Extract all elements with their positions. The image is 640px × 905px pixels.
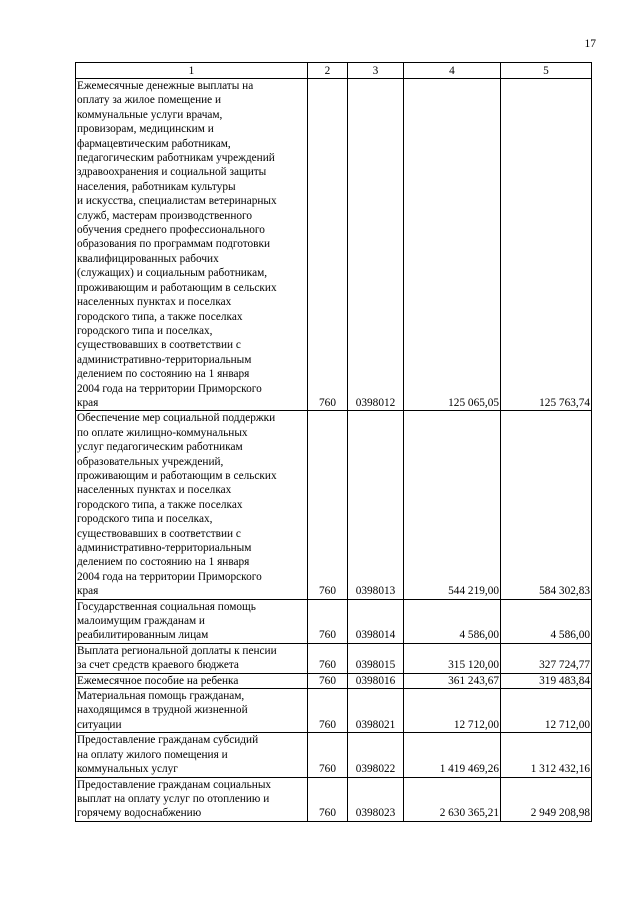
table-row [76, 733, 592, 777]
table-header [76, 63, 592, 79]
row-amount-col5: 319 483,84 [501, 673, 592, 688]
table-body [76, 79, 592, 822]
row-target-code: 0398013 [348, 411, 404, 599]
header-col-4: 4 [404, 63, 501, 79]
row-amount-col5: 12 712,00 [501, 689, 592, 733]
row-department-code: 760 [308, 599, 348, 643]
row-name: Государственная социальная помощь малоимущим гражданам и реабилитированным лицам [76, 599, 308, 643]
row-target-code: 0398014 [348, 599, 404, 643]
row-name: Материальная помощь гражданам, находящимся в трудной жизненной ситуации [76, 689, 308, 733]
header-col-3: 3 [348, 63, 404, 79]
row-amount-col5: 1 312 432,16 [501, 733, 592, 777]
table-row [76, 79, 592, 411]
row-target-code: 0398022 [348, 733, 404, 777]
row-amount-col4: 12 712,00 [404, 689, 501, 733]
row-department-code: 760 [308, 79, 348, 411]
row-amount-col5: 4 586,00 [501, 599, 592, 643]
row-department-code: 760 [308, 411, 348, 599]
row-department-code: 760 [308, 689, 348, 733]
row-amount-col4: 1 419 469,26 [404, 733, 501, 777]
row-amount-col4: 361 243,67 [404, 673, 501, 688]
row-target-code: 0398021 [348, 689, 404, 733]
budget-table [75, 62, 592, 822]
row-name: Предоставление гражданам субсидий на оплату жилого помещения и коммунальных услуг [76, 733, 308, 777]
row-amount-col5: 2 949 208,98 [501, 777, 592, 821]
row-amount-col5: 125 763,74 [501, 79, 592, 411]
row-amount-col5: 584 302,83 [501, 411, 592, 599]
row-target-code: 0398015 [348, 643, 404, 673]
row-department-code: 760 [308, 673, 348, 688]
page-number: 17 [584, 38, 596, 50]
row-target-code: 0398016 [348, 673, 404, 688]
row-amount-col4: 4 586,00 [404, 599, 501, 643]
table-row [76, 689, 592, 733]
row-name: Ежемесячные денежные выплаты на оплату за жилое помещение и коммунальные услуги врачам, провизорам, медицинским и фармацевтическим работникам, педагогическим работникам учреждений здравоохранения и социальной защиты населения, работникам культуры и искусства, специалистам ветеринарных служб, мастерам производственного обучения среднего профессионального образования по программам подготовки квалифицированных рабочих (служащих) и социальным работникам, проживающим и работающим в сельских населенных пунктах и поселках городского типа, а также поселках городского типа и поселках, существовавших в соответствии с административно-территориальным делением по состоянию на 1 января 2004 года на территории Приморского края [76, 79, 308, 411]
header-col-5: 5 [501, 63, 592, 79]
row-amount-col5: 327 724,77 [501, 643, 592, 673]
row-amount-col4: 125 065,05 [404, 79, 501, 411]
table-row [76, 673, 592, 688]
row-name: Выплата региональной доплаты к пенсии за счет средств краевого бюджета [76, 643, 308, 673]
row-target-code: 0398023 [348, 777, 404, 821]
row-name: Обеспечение мер социальной поддержки по оплате жилищно-коммунальных услуг педагогическим работникам образовательных учреждений, проживающим и работающим в сельских населенных пунктах и поселках городского типа, а также поселках городского типа и поселках, существовавших в соответствии с административно-территориальным делением по состоянию на 1 января 2004 года на территории Приморского края [76, 411, 308, 599]
table-row [76, 411, 592, 599]
table-row [76, 599, 592, 643]
row-department-code: 760 [308, 777, 348, 821]
row-department-code: 760 [308, 733, 348, 777]
table-row [76, 777, 592, 821]
row-department-code: 760 [308, 643, 348, 673]
row-target-code: 0398012 [348, 79, 404, 411]
row-amount-col4: 544 219,00 [404, 411, 501, 599]
header-row [76, 63, 592, 79]
row-name: Предоставление гражданам социальных выплат на оплату услуг по отоплению и горячему водоснабжению [76, 777, 308, 821]
header-col-1: 1 [76, 63, 308, 79]
row-amount-col4: 2 630 365,21 [404, 777, 501, 821]
table-row [76, 643, 592, 673]
row-name: Ежемесячное пособие на ребенка [76, 673, 308, 688]
header-col-2: 2 [308, 63, 348, 79]
row-amount-col4: 315 120,00 [404, 643, 501, 673]
